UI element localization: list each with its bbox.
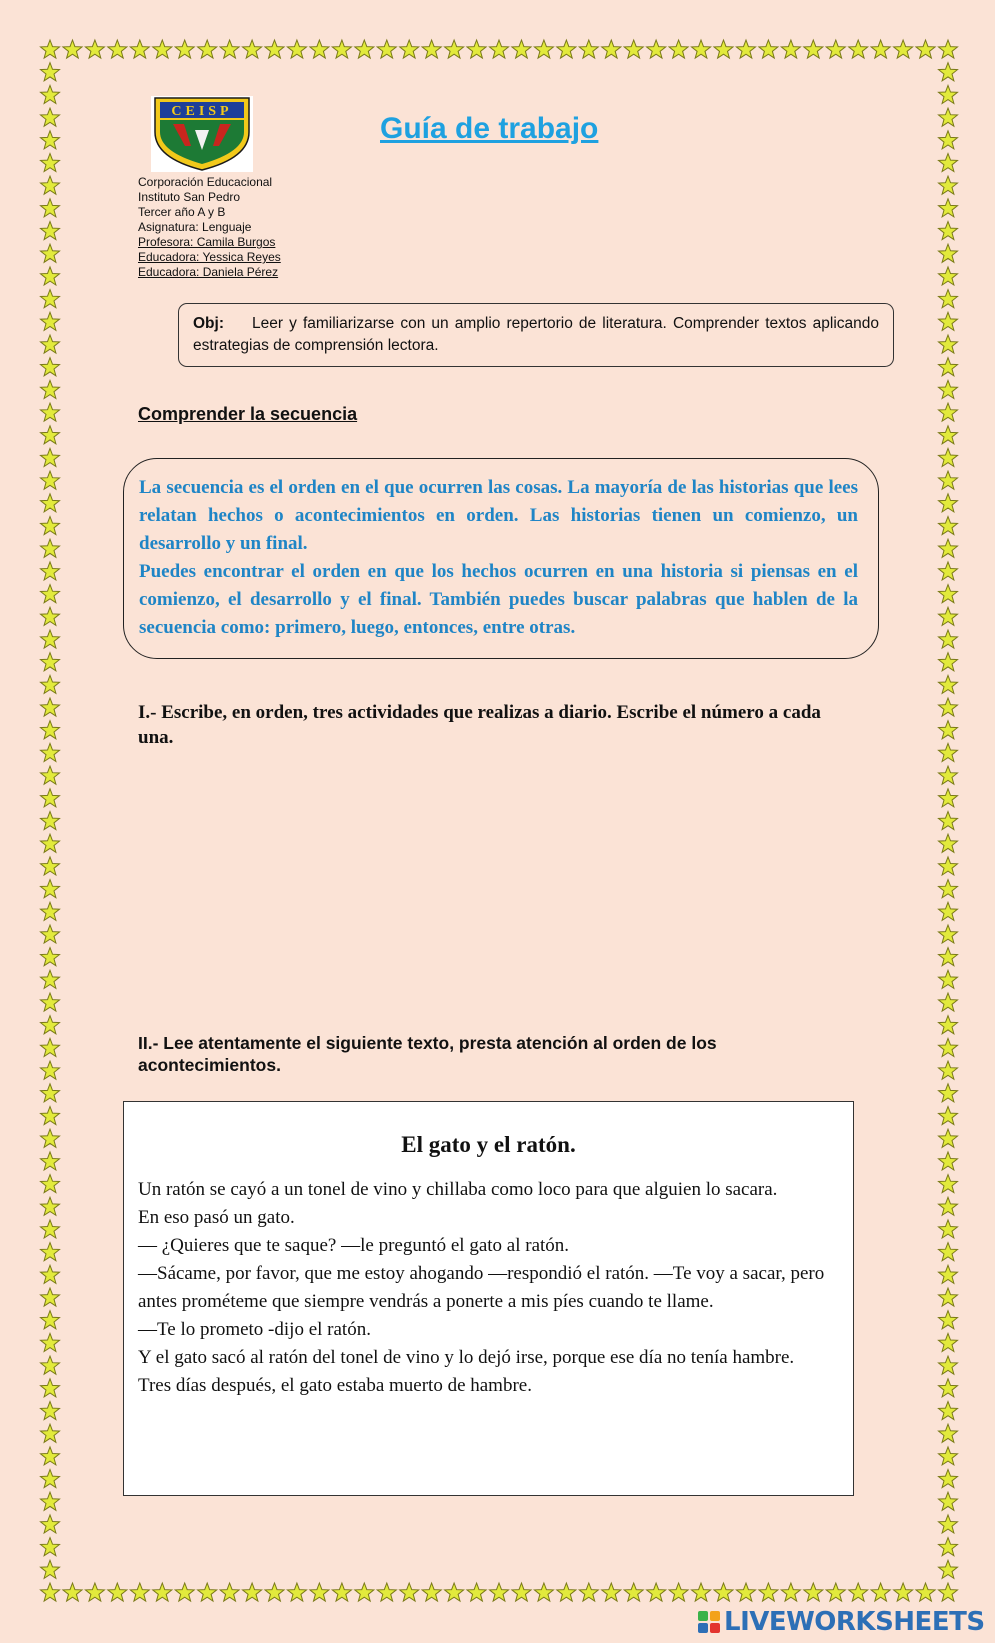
border-star-icon [939, 925, 958, 943]
info-line: Profesora: Camila Burgos [138, 235, 276, 249]
border-star-icon [939, 1175, 958, 1193]
border-star-icon [781, 40, 800, 58]
border-star-icon [355, 1583, 374, 1601]
border-star-icon [108, 40, 127, 58]
border-star-icon [108, 1583, 127, 1601]
border-star-icon [41, 993, 60, 1011]
border-star-icon [894, 1583, 913, 1601]
border-star-icon [939, 517, 958, 535]
border-star-icon [287, 40, 306, 58]
border-star-icon [41, 812, 60, 830]
border-star-icon [512, 40, 531, 58]
border-star-icon [41, 131, 60, 149]
border-star-icon [41, 880, 60, 898]
border-star-icon [939, 131, 958, 149]
border-star-icon [422, 1583, 441, 1601]
border-star-icon [41, 1061, 60, 1079]
border-star-icon [355, 40, 374, 58]
border-star-icon [41, 653, 60, 671]
border-star-icon [939, 1333, 958, 1351]
border-star-icon [198, 40, 217, 58]
border-star-icon [939, 812, 958, 830]
border-star-icon [41, 675, 60, 693]
border-star-icon [849, 1583, 868, 1601]
border-star-icon [41, 1492, 60, 1510]
border-star-icon [41, 789, 60, 807]
border-star-icon [939, 1515, 958, 1533]
border-star-icon [736, 40, 755, 58]
objective-label: Obj: [193, 315, 224, 332]
story-line: —Te lo prometo -dijo el ratón. [138, 1319, 371, 1340]
border-star-icon [939, 1152, 958, 1170]
page-title: Guía de trabajo [380, 112, 599, 145]
border-star-icon [41, 426, 60, 444]
border-star-icon [41, 1038, 60, 1056]
story-line: En eso pasó un gato. [138, 1207, 295, 1228]
border-star-icon [804, 40, 823, 58]
border-star-icon [939, 993, 958, 1011]
border-star-icon [939, 1311, 958, 1329]
border-star-icon [332, 40, 351, 58]
border-star-icon [939, 1492, 958, 1510]
objective-text: Leer y familiarizarse con un amplio repertorio de literatura. Comprender textos aplicando estrategias de comprensión lectora. [193, 315, 879, 354]
question-1: I.- Escribe, en orden, tres actividades que realizas a diario. Escribe el número a cada una. [138, 702, 821, 748]
border-star-icon [310, 1583, 329, 1601]
border-star-icon [939, 199, 958, 217]
border-star-icon [939, 312, 958, 330]
border-star-icon [871, 40, 890, 58]
border-star-icon [41, 358, 60, 376]
border-star-icon [41, 517, 60, 535]
border-star-icon [939, 1243, 958, 1261]
border-star-icon [41, 85, 60, 103]
border-star-icon [41, 902, 60, 920]
border-star-icon [939, 1379, 958, 1397]
border-star-icon [287, 1583, 306, 1601]
info-line: Educadora: Daniela Pérez [138, 265, 279, 279]
border-star-icon [759, 40, 778, 58]
border-star-icon [85, 1583, 104, 1601]
question-2: II.- Lee atentamente el siguiente texto, presta atención al orden de los acontecimientos. [138, 1033, 717, 1075]
border-star-icon [467, 40, 486, 58]
border-star-icon [781, 1583, 800, 1601]
liveworksheets-icon [697, 1610, 721, 1634]
border-star-icon [939, 403, 958, 421]
border-star-icon [41, 1220, 60, 1238]
border-star-icon [41, 1152, 60, 1170]
border-star-icon [557, 40, 576, 58]
border-star-icon [939, 585, 958, 603]
border-star-icon [939, 448, 958, 466]
border-star-icon [939, 63, 958, 81]
border-star-icon [41, 585, 60, 603]
border-star-icon [41, 630, 60, 648]
border-star-icon [445, 1583, 464, 1601]
border-star-icon [939, 1084, 958, 1102]
border-star-icon [63, 1583, 82, 1601]
border-star-icon [41, 1197, 60, 1215]
border-star-icon [41, 1243, 60, 1261]
border-star-icon [602, 1583, 621, 1601]
border-star-icon [41, 539, 60, 557]
border-star-icon [939, 630, 958, 648]
border-star-icon [916, 40, 935, 58]
story-line: — ¿Quieres que te saque? —le preguntó el gato al ratón. [138, 1235, 570, 1256]
border-star-icon [939, 562, 958, 580]
border-star-icon [939, 1288, 958, 1306]
border-star-icon [939, 1470, 958, 1488]
border-star-icon [41, 1175, 60, 1193]
border-star-icon [714, 40, 733, 58]
border-star-icon [41, 743, 60, 761]
border-star-icon [41, 1084, 60, 1102]
border-star-icon [41, 1356, 60, 1374]
border-star-icon [939, 948, 958, 966]
border-star-icon [939, 1129, 958, 1147]
border-star-icon [63, 40, 82, 58]
objective-box [178, 303, 894, 367]
border-star-icon [939, 1265, 958, 1283]
border-star-icon [939, 902, 958, 920]
sequence-paragraph: Puedes encontrar el orden en que los hechos ocurren en una historia si piensas en el comienzo, el desarrollo y el final. También puedes buscar palabras que hablen de la secuencia como: primero, luego, entonces, entre otras. [139, 561, 858, 638]
border-star-icon [624, 40, 643, 58]
border-star-icon [871, 1583, 890, 1601]
border-star-icon [41, 1265, 60, 1283]
border-star-icon [939, 471, 958, 489]
border-star-icon [41, 1288, 60, 1306]
border-star-icon [534, 40, 553, 58]
border-star-icon [826, 1583, 845, 1601]
border-star-icon [41, 335, 60, 353]
info-line: Corporación Educacional [138, 175, 273, 189]
border-star-icon [41, 1129, 60, 1147]
border-star-icon [939, 698, 958, 716]
border-star-icon [804, 1583, 823, 1601]
border-star-icon [916, 1583, 935, 1601]
border-star-icon [377, 40, 396, 58]
story-line: Y el gato sacó al ratón del tonel de vino y lo dejó irse, porque ese día no tenía hambre. [138, 1347, 795, 1368]
border-star-icon [41, 562, 60, 580]
border-star-icon [41, 176, 60, 194]
border-star-icon [894, 40, 913, 58]
border-star-icon [41, 312, 60, 330]
story-line: Un ratón se cayó a un tonel de vino y chillaba como loco para que alguien lo sacara. [138, 1179, 778, 1200]
logo-text: CEISP [171, 104, 233, 119]
border-star-icon [579, 40, 598, 58]
border-star-icon [939, 222, 958, 240]
border-star-icon [41, 154, 60, 172]
border-star-icon [310, 40, 329, 58]
border-star-icon [400, 1583, 419, 1601]
border-star-icon [826, 40, 845, 58]
border-star-icon [939, 85, 958, 103]
border-star-icon [41, 222, 60, 240]
border-star-icon [41, 1379, 60, 1397]
border-star-icon [41, 607, 60, 625]
liveworksheets-logo[interactable] [697, 1606, 985, 1638]
border-star-icon [41, 471, 60, 489]
border-star-icon [849, 40, 868, 58]
border-star-icon [939, 607, 958, 625]
border-star-icon [400, 40, 419, 58]
border-star-icon [130, 40, 149, 58]
border-star-icon [557, 1583, 576, 1601]
section-heading: Comprender la secuencia [138, 404, 358, 424]
story-title: El gato y el ratón. [401, 1132, 576, 1157]
info-line: Educadora: Yessica Reyes [138, 250, 281, 264]
info-line: Asignatura: Lenguaje [138, 220, 252, 234]
border-star-icon [939, 970, 958, 988]
border-star-icon [669, 40, 688, 58]
border-star-icon [939, 766, 958, 784]
school-logo [151, 96, 253, 172]
info-line: Instituto San Pedro [138, 190, 241, 204]
border-star-icon [41, 1583, 60, 1601]
border-star-icon [939, 108, 958, 126]
border-star-icon [41, 1515, 60, 1533]
border-star-icon [41, 199, 60, 217]
border-star-icon [377, 1583, 396, 1601]
border-star-icon [602, 40, 621, 58]
border-star-icon [939, 675, 958, 693]
border-star-icon [445, 40, 464, 58]
border-star-icon [220, 1583, 239, 1601]
border-star-icon [939, 1402, 958, 1420]
border-star-icon [490, 1583, 509, 1601]
border-star-icon [41, 698, 60, 716]
border-star-icon [939, 1560, 958, 1578]
border-star-icon [939, 857, 958, 875]
border-star-icon [41, 244, 60, 262]
border-star-icon [41, 63, 60, 81]
border-star-icon [647, 1583, 666, 1601]
border-star-icon [175, 1583, 194, 1601]
border-star-icon [265, 40, 284, 58]
border-star-icon [41, 1107, 60, 1125]
border-star-icon [243, 40, 262, 58]
border-star-icon [624, 1583, 643, 1601]
border-star-icon [41, 1311, 60, 1329]
border-star-icon [467, 1583, 486, 1601]
border-star-icon [939, 1016, 958, 1034]
border-star-icon [41, 267, 60, 285]
border-star-icon [490, 40, 509, 58]
border-star-icon [939, 539, 958, 557]
border-star-icon [41, 108, 60, 126]
border-star-icon [939, 743, 958, 761]
border-star-icon [41, 1470, 60, 1488]
border-star-icon [939, 290, 958, 308]
border-star-icon [939, 40, 958, 58]
border-star-icon [85, 40, 104, 58]
border-star-icon [41, 1333, 60, 1351]
border-star-icon [692, 1583, 711, 1601]
border-star-icon [939, 653, 958, 671]
border-star-icon [422, 40, 441, 58]
border-star-icon [939, 834, 958, 852]
border-star-icon [41, 834, 60, 852]
border-star-icon [130, 1583, 149, 1601]
border-star-icon [939, 335, 958, 353]
border-star-icon [647, 40, 666, 58]
border-star-icon [41, 721, 60, 739]
border-star-icon [41, 380, 60, 398]
border-star-icon [939, 1583, 958, 1601]
border-star-icon [939, 1197, 958, 1215]
story-box [123, 1101, 854, 1496]
border-star-icon [939, 154, 958, 172]
border-star-icon [41, 290, 60, 308]
border-star-icon [736, 1583, 755, 1601]
border-star-icon [939, 380, 958, 398]
border-star-icon [265, 1583, 284, 1601]
border-star-icon [153, 40, 172, 58]
border-star-icon [41, 1016, 60, 1034]
border-star-icon [41, 40, 60, 58]
border-star-icon [669, 1583, 688, 1601]
border-star-icon [939, 267, 958, 285]
border-star-icon [939, 1107, 958, 1125]
story-line: —Sácame, por favor, que me estoy ahogando —respondió el ratón. —Te voy a sacar, pero antes prométeme que siempre vendrás a ponerte a mis píes cuando te llame. [138, 1263, 825, 1312]
border-star-icon [579, 1583, 598, 1601]
border-star-icon [939, 244, 958, 262]
border-star-icon [153, 1583, 172, 1601]
border-star-icon [41, 448, 60, 466]
border-star-icon [939, 1447, 958, 1465]
border-star-icon [939, 1424, 958, 1442]
sequence-explanation-box [123, 458, 879, 659]
border-star-icon [220, 40, 239, 58]
border-star-icon [41, 1560, 60, 1578]
border-star-icon [939, 426, 958, 444]
story-line: Tres días después, el gato estaba muerto de hambre. [138, 1375, 532, 1396]
border-star-icon [692, 40, 711, 58]
border-star-icon [332, 1583, 351, 1601]
sequence-paragraph: La secuencia es el orden en el que ocurren las cosas. La mayoría de las historias que lees relatan hechos o acontecimientos en orden. Las historias tienen un comienzo, un desarrollo y un final. [139, 477, 858, 554]
border-star-icon [41, 857, 60, 875]
border-star-icon [939, 1061, 958, 1079]
border-star-icon [939, 494, 958, 512]
border-star-icon [939, 721, 958, 739]
border-star-icon [198, 1583, 217, 1601]
border-star-icon [939, 1220, 958, 1238]
border-star-icon [41, 1447, 60, 1465]
border-star-icon [939, 1038, 958, 1056]
school-info [138, 175, 281, 280]
border-star-icon [759, 1583, 778, 1601]
liveworksheets-brand: LIVEWORKSHEETS [724, 1607, 985, 1637]
border-star-icon [939, 789, 958, 807]
border-star-icon [939, 358, 958, 376]
border-star-icon [41, 970, 60, 988]
border-star-icon [41, 766, 60, 784]
border-star-icon [175, 40, 194, 58]
border-star-icon [534, 1583, 553, 1601]
border-star-icon [41, 1538, 60, 1556]
border-star-icon [512, 1583, 531, 1601]
border-star-icon [41, 925, 60, 943]
border-star-icon [41, 948, 60, 966]
border-star-icon [714, 1583, 733, 1601]
border-star-icon [243, 1583, 262, 1601]
border-star-icon [939, 176, 958, 194]
border-star-icon [41, 1402, 60, 1420]
border-star-icon [41, 494, 60, 512]
info-line: Tercer año A y B [138, 205, 226, 219]
border-star-icon [939, 880, 958, 898]
border-star-icon [939, 1356, 958, 1374]
border-star-icon [41, 403, 60, 421]
border-star-icon [939, 1538, 958, 1556]
border-star-icon [41, 1424, 60, 1442]
